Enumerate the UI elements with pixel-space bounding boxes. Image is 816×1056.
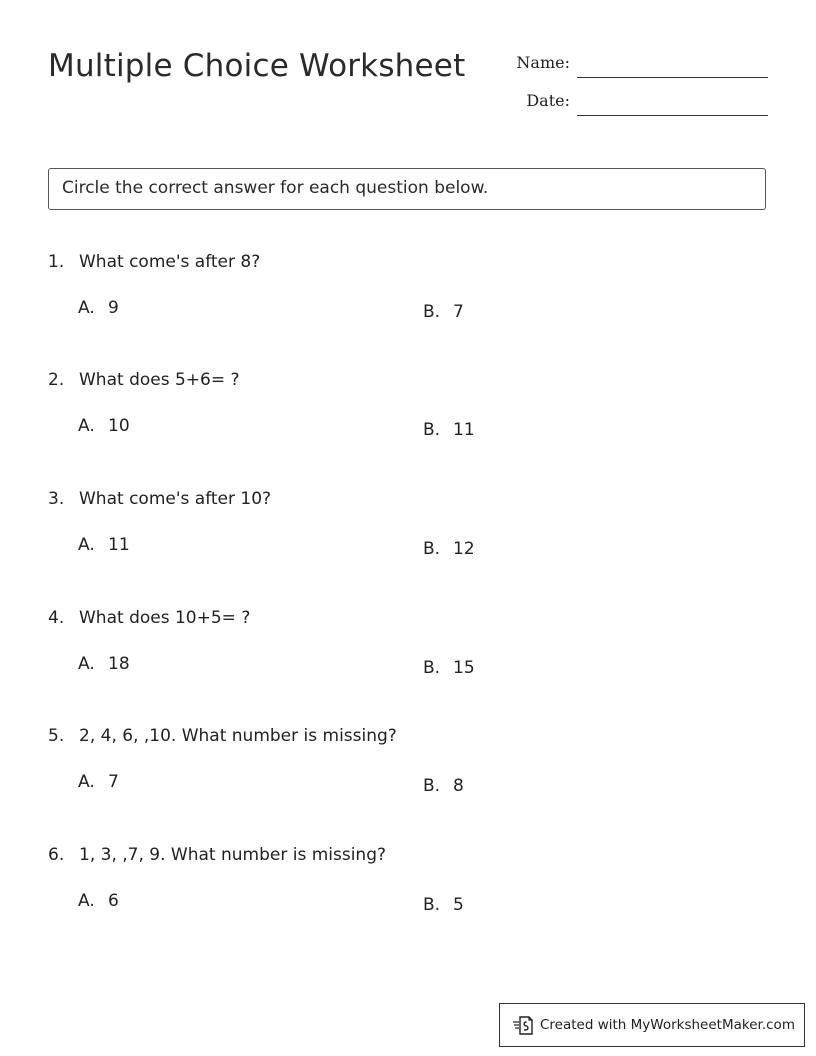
option-b-letter[interactable]: B. (423, 895, 441, 915)
date-field[interactable] (500, 86, 768, 116)
date-line[interactable] (577, 115, 768, 116)
name-label: Name: (516, 53, 570, 72)
option-a-value[interactable]: 10 (108, 416, 130, 436)
option-b-letter[interactable]: B. (423, 539, 441, 559)
question-number: 6. (48, 845, 65, 865)
question-1 (48, 252, 768, 342)
option-b-value[interactable]: 5 (453, 895, 464, 915)
question-text: What come's after 10? (79, 489, 272, 509)
question-4 (48, 608, 768, 698)
instructions-box: Circle the correct answer for each question below. (48, 168, 766, 210)
option-b-value[interactable]: 8 (453, 776, 464, 796)
footer-credit-text[interactable]: Created with MyWorksheetMaker.com (540, 1017, 795, 1033)
option-a-letter[interactable]: A. (78, 654, 95, 674)
date-label: Date: (526, 91, 570, 110)
question-number: 4. (48, 608, 65, 628)
footer-badge[interactable] (499, 1003, 805, 1047)
question-text: 1, 3, ,7, 9. What number is missing? (79, 845, 387, 865)
name-line[interactable] (577, 77, 768, 78)
question-6 (48, 845, 768, 935)
option-b-letter[interactable]: B. (423, 420, 441, 440)
question-number: 3. (48, 489, 65, 509)
option-a-letter[interactable]: A. (78, 891, 95, 911)
question-number: 2. (48, 370, 65, 390)
question-number: 1. (48, 252, 65, 272)
option-b-value[interactable]: 7 (453, 302, 464, 322)
option-a-letter[interactable]: A. (78, 535, 95, 555)
question-2 (48, 370, 768, 460)
option-a-value[interactable]: 18 (108, 654, 130, 674)
question-text: What does 5+6= ? (79, 370, 240, 390)
option-b-letter[interactable]: B. (423, 658, 441, 678)
option-b-value[interactable]: 15 (453, 658, 475, 678)
option-b-value[interactable]: 12 (453, 539, 475, 559)
question-number: 5. (48, 726, 65, 746)
option-b-letter[interactable]: B. (423, 302, 441, 322)
question-text: 2, 4, 6, ,10. What number is missing? (79, 726, 397, 746)
name-field[interactable] (500, 48, 768, 78)
option-a-letter[interactable]: A. (78, 416, 95, 436)
option-b-value[interactable]: 11 (453, 420, 475, 440)
question-text: What come's after 8? (79, 252, 261, 272)
option-a-letter[interactable]: A. (78, 298, 95, 318)
question-3 (48, 489, 768, 579)
option-b-letter[interactable]: B. (423, 776, 441, 796)
question-5 (48, 726, 768, 816)
question-text: What does 10+5= ? (79, 608, 251, 628)
worksheet-maker-logo-icon (512, 1014, 534, 1036)
option-a-value[interactable]: 6 (108, 891, 119, 911)
page-title: Multiple Choice Worksheet (48, 48, 466, 84)
option-a-value[interactable]: 11 (108, 535, 130, 555)
option-a-value[interactable]: 9 (108, 298, 119, 318)
option-a-value[interactable]: 7 (108, 772, 119, 792)
option-a-letter[interactable]: A. (78, 772, 95, 792)
